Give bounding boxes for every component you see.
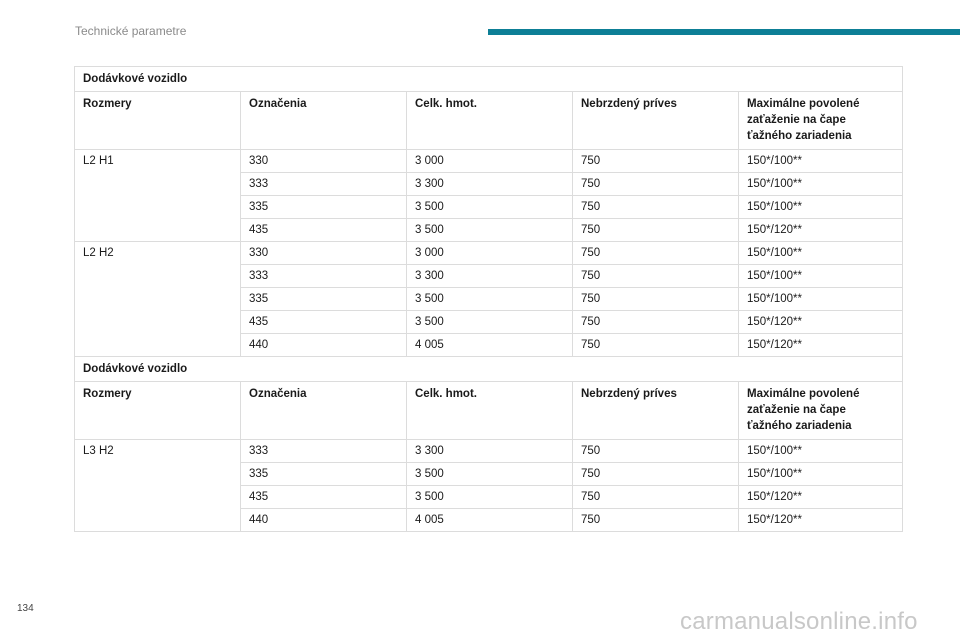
table-caption-row: [75, 67, 903, 92]
table-cell: 150*/100**: [739, 288, 903, 311]
table-cell: 333: [241, 173, 407, 196]
table-cell: 750: [573, 173, 739, 196]
table-cell: 750: [573, 463, 739, 486]
table-row: [75, 440, 903, 463]
page-number: 134: [17, 603, 34, 614]
table-cell: 435: [241, 311, 407, 334]
table-cell: 750: [573, 288, 739, 311]
table-cell: 3 300: [407, 173, 573, 196]
column-header: Maximálne povolené zaťaženie na čape ťažného zariadenia: [739, 92, 903, 150]
table-cell: 3 500: [407, 196, 573, 219]
watermark-text: carmanualsonline.info: [680, 608, 918, 635]
table-row: [75, 150, 903, 173]
column-header: Rozmery: [75, 382, 241, 440]
table-row: [75, 242, 903, 265]
table-cell: 3 500: [407, 463, 573, 486]
table-cell: 750: [573, 486, 739, 509]
table-cell: 4 005: [407, 509, 573, 532]
table-cell: 335: [241, 463, 407, 486]
table-cell: 750: [573, 150, 739, 173]
table-cell: 3 500: [407, 288, 573, 311]
column-header: Maximálne povolené zaťaženie na čape ťažného zariadenia: [739, 382, 903, 440]
spec-table-2: [74, 356, 903, 532]
table-cell: 330: [241, 150, 407, 173]
table-cell: 4 005: [407, 334, 573, 357]
table-cell: 3 000: [407, 242, 573, 265]
table-cell: 750: [573, 334, 739, 357]
table-caption: Dodávkové vozidlo: [75, 67, 903, 92]
table-cell: 750: [573, 509, 739, 532]
column-header: Celk. hmot.: [407, 92, 573, 150]
dimension-cell: L3 H2: [75, 440, 241, 532]
table-cell: 150*/100**: [739, 150, 903, 173]
table-cell: 750: [573, 196, 739, 219]
column-header: Nebrzdený príves: [573, 92, 739, 150]
section-title: Technické parametre: [75, 24, 187, 38]
table-header-row: [75, 382, 903, 440]
table-cell: 150*/120**: [739, 219, 903, 242]
table-cell: 150*/100**: [739, 173, 903, 196]
table-caption: Dodávkové vozidlo: [75, 357, 903, 382]
table-cell: 150*/100**: [739, 242, 903, 265]
table-cell: 333: [241, 265, 407, 288]
spec-table-1: [74, 66, 903, 357]
table-cell: 3 500: [407, 486, 573, 509]
table-cell: 150*/120**: [739, 486, 903, 509]
table-cell: 3 500: [407, 311, 573, 334]
table-cell: 335: [241, 288, 407, 311]
table-cell: 440: [241, 334, 407, 357]
table-cell: 150*/120**: [739, 311, 903, 334]
table-cell: 435: [241, 486, 407, 509]
table-cell: 435: [241, 219, 407, 242]
table-cell: 750: [573, 265, 739, 288]
dimension-cell: L2 H2: [75, 242, 241, 357]
column-header: Rozmery: [75, 92, 241, 150]
table-cell: 150*/100**: [739, 265, 903, 288]
column-header: Označenia: [241, 382, 407, 440]
table-cell: 330: [241, 242, 407, 265]
table-caption-row: [75, 357, 903, 382]
column-header: Nebrzdený príves: [573, 382, 739, 440]
header-accent-bar: [488, 29, 960, 35]
table-cell: 150*/100**: [739, 196, 903, 219]
table-cell: 3 500: [407, 219, 573, 242]
table-cell: 3 300: [407, 440, 573, 463]
table-cell: 3 000: [407, 150, 573, 173]
table-cell: 440: [241, 509, 407, 532]
table-cell: 750: [573, 440, 739, 463]
table-cell: 750: [573, 311, 739, 334]
table-cell: 150*/120**: [739, 509, 903, 532]
table-cell: 333: [241, 440, 407, 463]
column-header: Celk. hmot.: [407, 382, 573, 440]
table-cell: 150*/120**: [739, 334, 903, 357]
dimension-cell: L2 H1: [75, 150, 241, 242]
table-cell: 150*/100**: [739, 463, 903, 486]
table-cell: 335: [241, 196, 407, 219]
table-cell: 750: [573, 219, 739, 242]
column-header: Označenia: [241, 92, 407, 150]
table-header-row: [75, 92, 903, 150]
table-cell: 3 300: [407, 265, 573, 288]
table-cell: 750: [573, 242, 739, 265]
table-cell: 150*/100**: [739, 440, 903, 463]
